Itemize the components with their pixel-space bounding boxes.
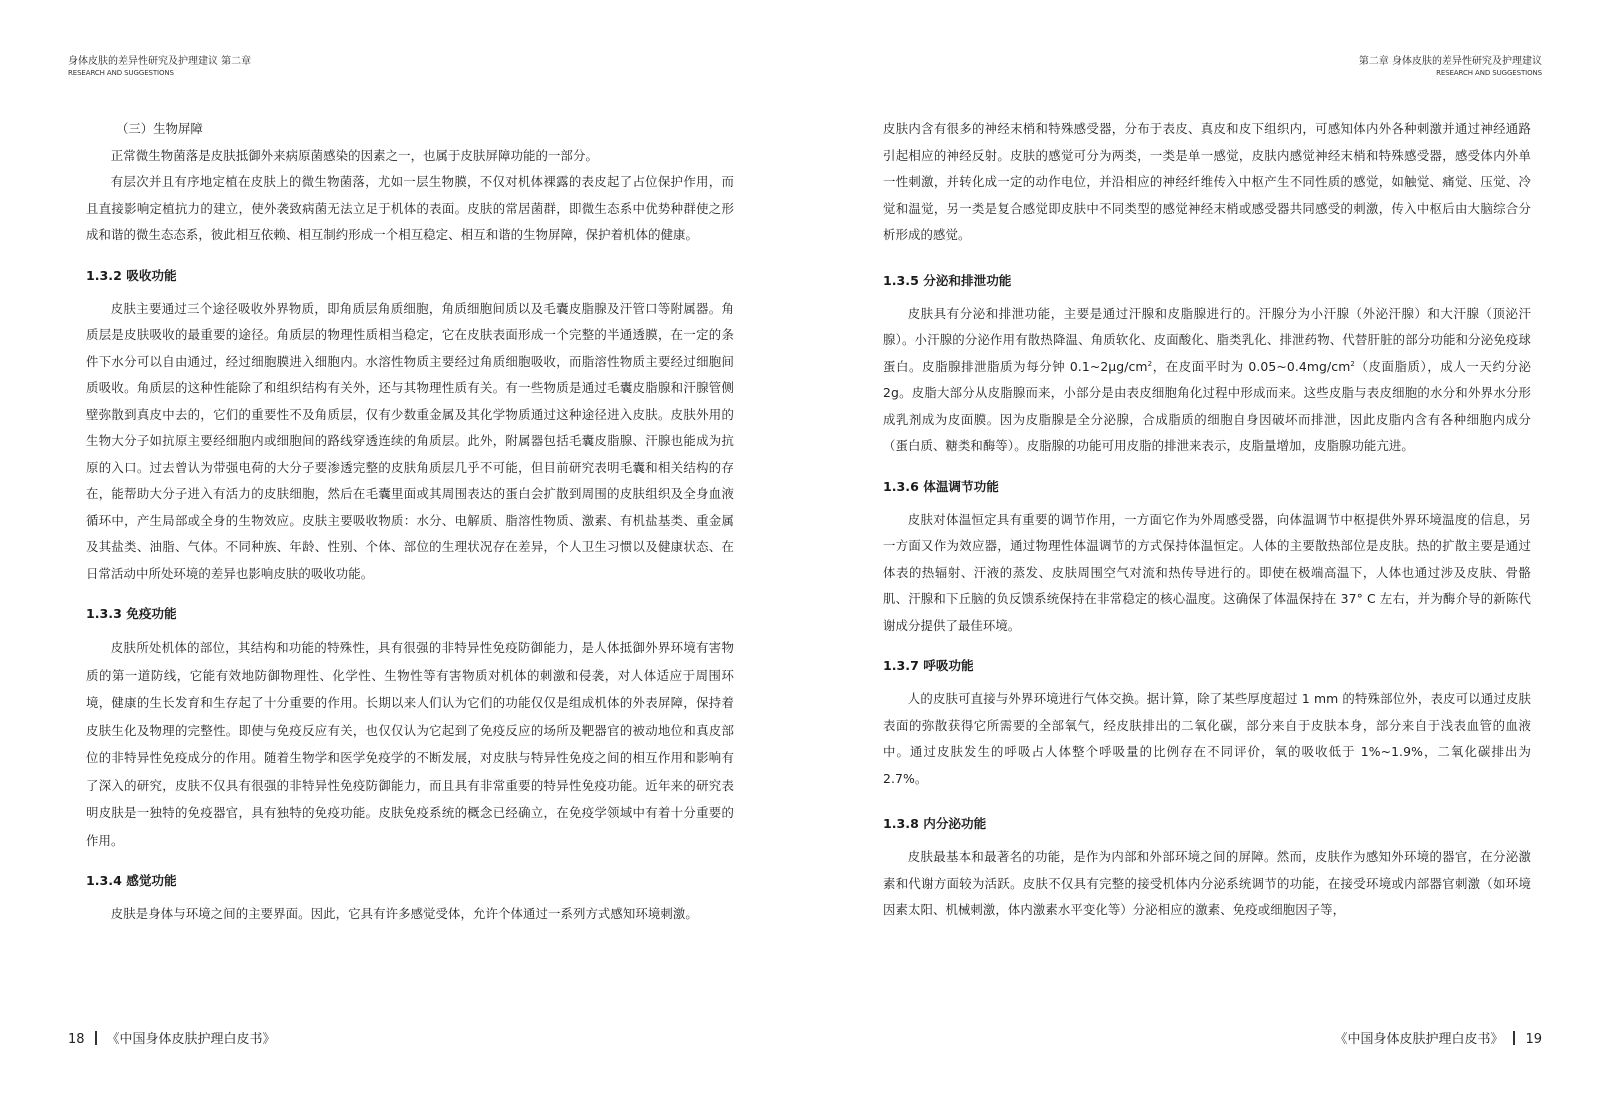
endocrine-paragraph: 皮肤最基本和最著名的功能，是作为内部和外部环境之间的屏障。然而，皮肤作为感知外环境的器官，在分泌激素和代谢方面较为活跃。皮肤不仅具有完整的接受机体内分泌系统调节的功能，在接受环境或内部器官刺激（如环境因素太阳、机械刺激，体内激素水平变化等）分泌相应的激素、免疫或细胞因子等， (883, 849, 1531, 917)
right-footer-book-title: 《中国身体皮肤护理白皮书》 (1334, 1032, 1504, 1047)
right-header-title: 第二章 身体皮肤的差异性研究及护理建议 (1358, 56, 1542, 67)
left-header-subtitle: RESEARCH AND SUGGESTIONS (68, 69, 174, 77)
secretion-text-b: ，在皮面平时为 0.05~0.4mg/cm (1152, 358, 1351, 374)
secretion-text-c: （皮面脂质），成人一天约分泌 2g。皮脂大部分从皮脂腺而来，小部分是由表皮细胞角化过程中形成而来。这些皮脂与表皮细胞的水分和外界水分形成乳剂成为皮面膜。因为皮脂腺是全分泌腺，合成脂质的细胞自身因破坏而排泄，因此皮脂内含有各种细胞内成分（蛋白质、糖类和酶等）。皮脂腺的功能可用皮脂的排泄来表示，皮脂量增加，皮脂腺功能亢进。 (883, 358, 1531, 453)
left-footer (68, 1028, 276, 1047)
absorption-paragraph: 皮肤主要通过三个途径吸收外界物质，即角质层角质细胞，角质细胞间质以及毛囊皮脂腺及汗管口等附属器。角质层是皮肤吸收的最重要的途径。角质层的物理性质相当稳定，它在皮肤表面形成一个完整的半通透膜，在一定的条件下水分可以自由通过，经过细胞膜进入细胞内。水溶性物质主要经过角质细胞吸收，而脂溶性物质主要经过细胞间质吸收。角质层的这种性能除了和组织结构有关外，还与其物理性质有关。有一些物质是通过毛囊皮脂腺和汗腺管侧壁弥散到真皮中去的，它们的重要性不及角质层，仅有少数重金属及其化学物质通过这种途径进入皮肤。皮肤外用的生物大分子如抗原主要经细胞内或细胞间的路线穿透连续的角质层。此外，附属器包括毛囊皮脂腺、汗腺也能成为抗原的入口。过去曾认为带强电荷的大分子要渗透完整的皮肤角质层几乎不可能，但目前研究表明毛囊和相关结构的存在，能帮助大分子进入有活力的皮肤细胞，然后在毛囊里面或其周围表达的蛋白会扩散到周围的皮肤组织及全身血液循环中，产生局部或全身的生物效应。皮肤主要吸收物质：水分、电解质、脂溶性物质、激素、有机盐基类、重金属及其盐类、油脂、气体。不同种族、年龄、性别、个体、部位的生理状况存在差异，个人卫生习惯以及健康状态、在日常活动中所处环境的差异也影响皮肤的吸收功能。 (86, 300, 734, 581)
right-page-content (883, 116, 1531, 924)
respiration-paragraph: 人的皮肤可直接与外界环境进行气体交换。据计算，除了某些厚度超过 1 mm 的特殊部位外，表皮可以通过皮肤表面的弥散获得它所需要的全部氧气，经皮肤排出的二氧化碳，部分来自于皮肤本身，部分来自于浅表血管的血液中。通过皮肤发生的呼吸占人体整个呼吸量的比例存在不同评价，氧的吸收低于 1%~1.9%，二氧化碳排出为 2.7%。 (883, 691, 1531, 786)
immunity-paragraph: 皮肤所处机体的部位，其结构和功能的特殊性，具有很强的非特异性免疫防御能力，是人体抵御外界环境有害物质的第一道防线，它能有效地防御物理性、化学性、生物性等有害物质对机体的刺激和侵袭，对人体适应于周围环境，健康的生长发育和生存起了十分重要的作用。长期以来人们认为它们的功能仅仅是组成机体的外表屏障，保持着皮肤生化及物理的完整性。即使与免疫反应有关，也仅仅认为它起到了免疫反应的场所及靶器官的被动地位和真皮部位的非特异性免疫成分的作用。随着生物学和医学免疫学的不断发展，对皮肤与特异性免疫之间的相互作用和影响有了深入的研究，皮肤不仅具有很强的非特异性免疫防御能力，而且具有非常重要的特异性免疫功能。近年来的研究表明皮肤是一独特的免疫器官，具有独特的免疫功能。皮肤免疫系统的概念已经确立，在免疫学领域中有着十分重要的作用。 (86, 640, 734, 848)
footer-divider (95, 1031, 97, 1045)
thermoregulation-paragraph: 皮肤对体温恒定具有重要的调节作用，一方面它作为外周感受器，向体温调节中枢提供外界环境温度的信息，另一方面又作为效应器，通过物理性体温调节的方式保持体温恒定。人体的主要散热部位是皮肤。热的扩散主要是通过体表的热辐射、汗液的蒸发、皮肤周围空气对流和热传导进行的。即使在极端高温下，人体也通过涉及皮肤、骨骼肌、汗腺和下丘脑的负反馈系统保持在非常稳定的核心温度。这确保了体温保持在 37° C 左右，并为酶介导的新陈代谢成分提供了最佳环境。 (883, 511, 1531, 633)
right-page-number: 19 (1525, 1032, 1542, 1047)
left-footer-book-title: 《中国身体皮肤护理白皮书》 (106, 1032, 276, 1047)
left-page-content (86, 116, 734, 928)
left-running-header (68, 55, 251, 78)
bio-barrier-paragraph-1: 正常微生物菌落是皮肤抵御外来病原菌感染的因素之一，也属于皮肤屏障功能的一部分。 (110, 147, 598, 163)
superscript-2-b: 2 (1350, 359, 1355, 368)
section-heading-1-3-2: 1.3.2 吸收功能 (86, 267, 177, 283)
left-page-number: 18 (68, 1032, 85, 1047)
left-header-title: 身体皮肤的差异性研究及护理建议 第二章 (68, 56, 252, 67)
right-page (805, 0, 1610, 1100)
right-header-subtitle: RESEARCH AND SUGGESTIONS (1436, 69, 1542, 77)
section-heading-1-3-3: 1.3.3 免疫功能 (86, 606, 177, 621)
bio-barrier-paragraph-2: 有层次并且有序地定植在皮肤上的微生物菌落，尤如一层生物膜，不仅对机体裸露的表皮起了占位保护作用，而且直接影响定植抗力的建立，使外袭致病菌无法立足于机体的表面。皮肤的常居菌群，即微生态系中优势种群使之形成和谐的微生态态系，彼此相互依赖、相互制约形成一个相互稳定、相互和谐的生物屏障，保护着机体的健康。 (86, 174, 734, 242)
section-heading-1-3-8: 1.3.8 内分泌功能 (883, 816, 987, 831)
section-heading-1-3-4: 1.3.4 感觉功能 (86, 873, 177, 888)
right-footer (1334, 1028, 1542, 1047)
section-heading-1-3-5: 1.3.5 分泌和排泄功能 (883, 272, 1012, 288)
section-heading-1-3-7: 1.3.7 呼吸功能 (883, 658, 974, 673)
sensation-paragraph-start: 皮肤是身体与环境之间的主要界面。因此，它具有许多感觉受体，允许个体通过一系列方式感知环境刺激。 (110, 906, 698, 921)
secretion-text-a: 皮肤具有分泌和排泄功能，主要是通过汗腺和皮脂腺进行的。汗腺分为小汗腺（外泌汗腺）和大汗腺（顶泌汗腺）。小汗腺的分泌作用有散热降温、角质软化、皮面酸化、脂类乳化、排泄药物、代替肝脏的部分功能和分泌免疫球蛋白。皮脂腺排泄脂质为每分钟 0.1~2μg/cm (883, 305, 1531, 374)
section-heading-1-3-6: 1.3.6 体温调节功能 (883, 478, 999, 494)
right-running-header (1359, 55, 1542, 78)
superscript-2-a: 2 (1147, 359, 1153, 368)
secretion-paragraph (883, 301, 1531, 460)
sensation-paragraph-continued: 皮肤内含有很多的神经末梢和特殊感受器，分布于表皮、真皮和皮下组织内，可感知体内外各种刺激并通过神经通路引起相应的神经反射。皮肤的感觉可分为两类，一类是单一感觉，皮肤内感觉神经末梢和特殊感受器，感受体内外单一性刺激，并转化成一定的动作电位，并沿相应的神经纤维传入中枢产生不同性质的感觉，如触觉、痛觉、压觉、冷觉和温觉，另一类是复合感觉即皮肤中不同类型的感觉神经末梢或感受器共同感受的刺激，传入中枢后由大脑综合分析形成的感觉。 (883, 121, 1531, 242)
bio-barrier-title: （三）生物屏障 (116, 121, 203, 136)
footer-divider (1513, 1031, 1515, 1045)
